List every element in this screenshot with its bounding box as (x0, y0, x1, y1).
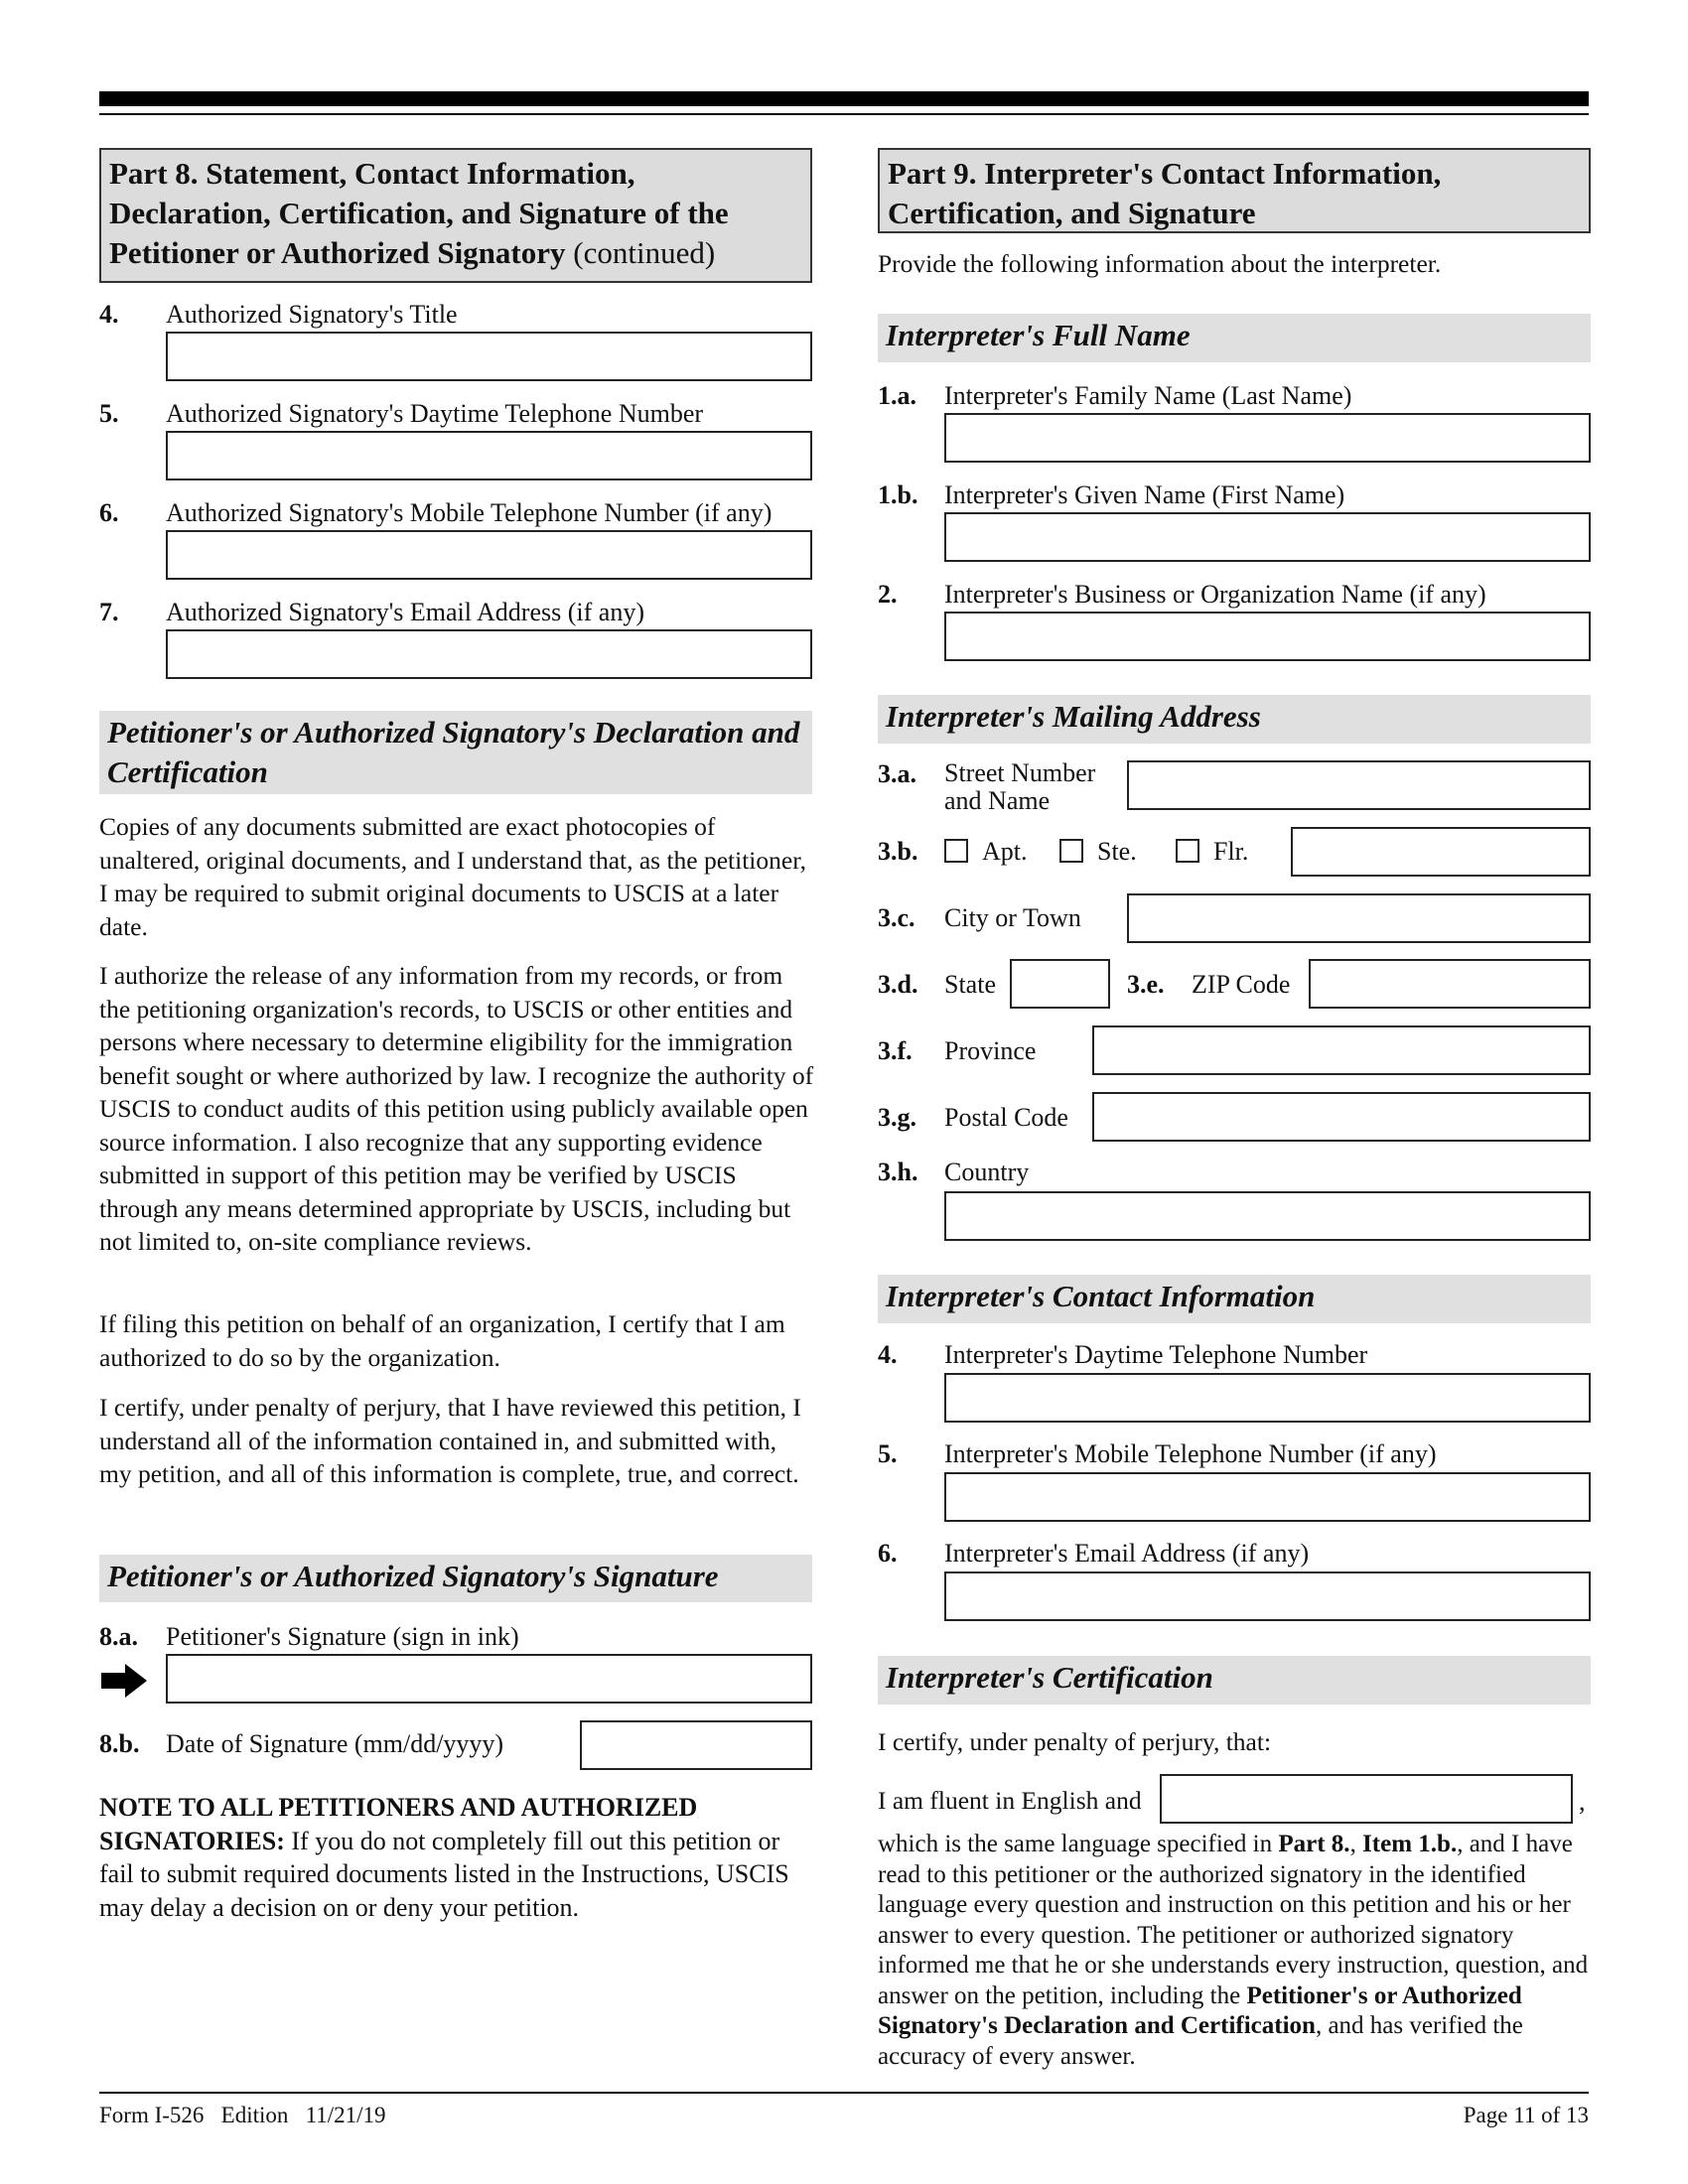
page-number: Page 11 of 13 (1463, 2103, 1589, 2127)
item-number: 4. (99, 300, 119, 329)
item-number: 7. (99, 598, 119, 626)
note-heading: NOTE TO ALL PETITIONERS AND AUTHORIZED SIGNATORIES: (99, 1793, 698, 1855)
street-field[interactable] (1127, 760, 1591, 810)
interpreter-email-label: Interpreter's Email Address (if any) (944, 1539, 1310, 1568)
zip-field[interactable] (1309, 959, 1591, 1009)
fluent-label: I am fluent in English and (878, 1786, 1142, 1815)
state-field[interactable] (1010, 959, 1110, 1009)
petitioner-signature-field[interactable] (166, 1654, 812, 1704)
flr-label: Flr. (1213, 837, 1249, 866)
postal-code-field[interactable] (1092, 1092, 1591, 1142)
cert-text-4: , and has verified the accuracy of every answer. (878, 2012, 1523, 2070)
cert-text-3: , and I have read to this petitioner or the authorized signatory in the identified language every question and instruction on this petition and his or her answer to every question. The petitioner or authorized signatory informed me that he or she understands every instruction, question, and answer on the petition, including the (878, 1831, 1589, 2009)
declaration-paragraph-4: I certify, under penalty of perjury, that I have reviewed this petition, I understand all of the information contained in, and submitted with, my petition, and all of this information is complete, true, and correct. (99, 1393, 801, 1488)
street-label-line2: and Name (944, 786, 1051, 815)
part8-heading-suffix: (continued) (573, 235, 716, 270)
signature-heading: Petitioner's or Authorized Signatory's Signature (99, 1555, 812, 1602)
certification-paragraph (878, 1830, 1593, 2072)
contact-info-heading: Interpreter's Contact Information (878, 1275, 1591, 1323)
mailing-address-heading: Interpreter's Mailing Address (878, 695, 1591, 744)
item-number: 3.d. (878, 970, 918, 999)
item-number: 2. (878, 580, 898, 609)
arrow-right-icon (101, 1664, 147, 1698)
top-rule-thick (99, 91, 1589, 106)
signatory-email-field[interactable] (166, 629, 812, 679)
cert-bold-declaration: Petitioner's or Authorized Signatory's Declaration and Certification (878, 1981, 1522, 2039)
part8-heading (99, 148, 812, 283)
full-name-heading: Interpreter's Full Name (878, 314, 1591, 362)
petitioner-note (99, 1791, 819, 1924)
zip-label: ZIP Code (1192, 970, 1291, 999)
item-number: 3.c. (878, 903, 915, 932)
city-label: City or Town (944, 903, 1081, 932)
state-label: State (944, 970, 996, 999)
street-label (944, 759, 1095, 815)
item-number: 3.a. (878, 759, 916, 788)
ste-checkbox[interactable] (1059, 839, 1083, 863)
footer-rule (99, 2092, 1589, 2094)
signature-date-field[interactable] (580, 1720, 812, 1770)
flr-checkbox[interactable] (1176, 839, 1199, 863)
interpreter-mobile-phone-field[interactable] (944, 1472, 1591, 1522)
item-number: 8.b. (99, 1729, 140, 1758)
item-number: 6. (878, 1539, 898, 1568)
interpreter-email-field[interactable] (944, 1571, 1591, 1621)
signatory-title-field[interactable] (166, 332, 812, 381)
city-field[interactable] (1127, 893, 1591, 943)
part8-heading-text: Part 8. Statement, Contact Information, Declaration, Certification, and Signature of the Petitioner or Authorized Signatory (109, 156, 729, 270)
postal-code-label: Postal Code (944, 1103, 1068, 1132)
note-text: If you do not completely fill out this petition or fail to submit required documents listed in the Instructions, USCIS may delay a decision on or deny your petition. (99, 1826, 789, 1922)
language-field[interactable] (1160, 1774, 1573, 1824)
signatory-mobile-phone-label: Authorized Signatory's Mobile Telephone Number (if any) (166, 498, 773, 527)
item-number: 3.g. (878, 1103, 916, 1132)
interpreter-family-name-label: Interpreter's Family Name (Last Name) (944, 381, 1352, 410)
certification-intro: I certify, under penalty of perjury, that: (878, 1727, 1272, 1756)
street-label-line1: Street Number (944, 758, 1096, 787)
province-field[interactable] (1092, 1025, 1591, 1075)
form-edition: Form I-526 Edition 11/21/19 (99, 2103, 386, 2127)
signatory-title-label: Authorized Signatory's Title (166, 300, 458, 329)
signatory-daytime-phone-label: Authorized Signatory's Daytime Telephone Number (166, 399, 704, 428)
item-number: 3.f. (878, 1036, 913, 1065)
item-number: 8.a. (99, 1622, 138, 1651)
apt-label: Apt. (982, 837, 1028, 866)
interpreter-certification-heading: Interpreter's Certification (878, 1656, 1591, 1705)
cert-bold-item: Item 1.b. (1362, 1831, 1458, 1857)
signature-date-label: Date of Signature (mm/dd/yyyy) (166, 1729, 504, 1758)
top-rule-thin (99, 113, 1589, 115)
item-number: 4. (878, 1340, 898, 1369)
signatory-mobile-phone-field[interactable] (166, 530, 812, 580)
apt-checkbox[interactable] (944, 839, 968, 863)
part9-intro: Provide the following information about the interpreter. (878, 249, 1442, 278)
unit-number-field[interactable] (1291, 827, 1591, 877)
province-label: Province (944, 1036, 1037, 1065)
country-label: Country (944, 1158, 1030, 1186)
country-field[interactable] (944, 1191, 1591, 1241)
declaration-heading: Petitioner's or Authorized Signatory's Declaration and Certification (99, 711, 812, 794)
item-number: 5. (99, 399, 119, 428)
declaration-paragraph-2: I authorize the release of any information from my records, or from the petitioning organization's records, to USCIS or other entities and persons where necessary to determine eligibility for the immigration benefit sought or where authorized by law. I recognize the authority of USCIS to conduct audits of this petition using publicly available open source information. I also recognize that any supporting evidence submitted in support of this petition may be verified by USCIS through any means determined appropriate by USCIS, including but not limited to, on-site compliance reviews. (99, 961, 814, 1256)
cert-text-1: which is the same language specified in (878, 1831, 1279, 1857)
interpreter-daytime-phone-label: Interpreter's Daytime Telephone Number (944, 1340, 1368, 1369)
interpreter-given-name-label: Interpreter's Given Name (First Name) (944, 480, 1345, 509)
interpreter-organization-field[interactable] (944, 612, 1591, 661)
interpreter-family-name-field[interactable] (944, 413, 1591, 463)
interpreter-daytime-phone-field[interactable] (944, 1373, 1591, 1423)
signatory-email-label: Authorized Signatory's Email Address (if any) (166, 598, 644, 626)
comma: , (1579, 1787, 1586, 1816)
part9-heading: Part 9. Interpreter's Contact Information, Certification, and Signature (878, 148, 1591, 233)
interpreter-organization-label: Interpreter's Business or Organization Name (if any) (944, 580, 1486, 609)
item-number: 1.b. (878, 480, 918, 509)
item-number: 5. (878, 1439, 898, 1468)
interpreter-given-name-field[interactable] (944, 512, 1591, 562)
cert-bold-part: Part 8. (1278, 1831, 1350, 1857)
interpreter-mobile-phone-label: Interpreter's Mobile Telephone Number (if any) (944, 1439, 1437, 1468)
item-number: 6. (99, 498, 119, 527)
petitioner-signature-label: Petitioner's Signature (sign in ink) (166, 1622, 519, 1651)
declaration-paragraph-3: If filing this petition on behalf of an organization, I certify that I am authorized to do so by the organization. (99, 1309, 785, 1372)
item-number: 3.e. (1127, 970, 1165, 999)
signatory-daytime-phone-field[interactable] (166, 431, 812, 480)
declaration-paragraph-1: Copies of any documents submitted are exact photocopies of unaltered, original documents, and I understand that, as the petitioner, I may be required to submit original documents to USCIS at a later date. (99, 812, 807, 941)
cert-text-2: , (1349, 1831, 1363, 1857)
item-number: 1.a. (878, 381, 916, 410)
item-number: 3.h. (878, 1158, 918, 1186)
item-number: 3.b. (878, 837, 918, 866)
ste-label: Ste. (1097, 837, 1137, 866)
